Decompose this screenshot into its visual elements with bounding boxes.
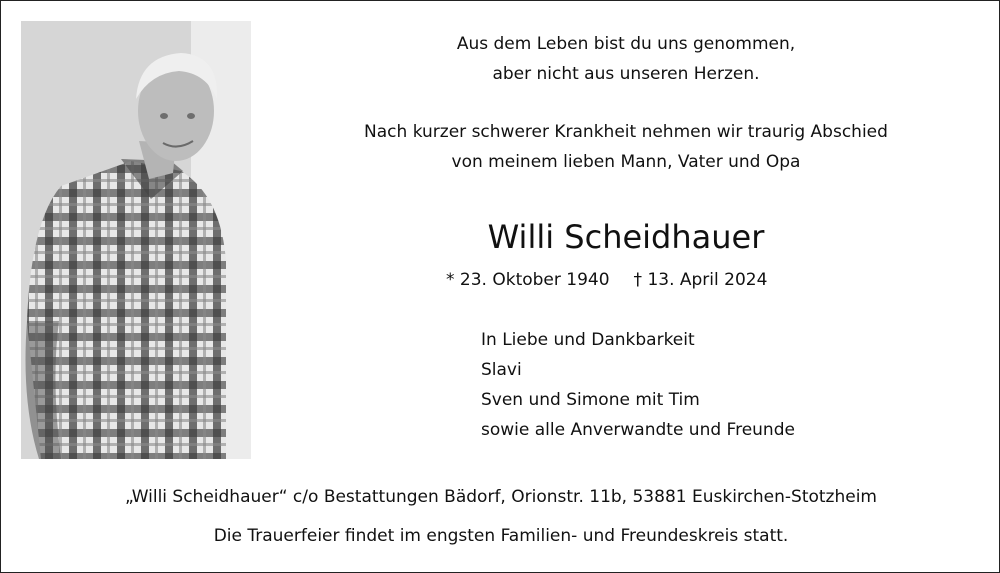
intro-line-2: von meinem lieben Mann, Vater und Opa — [451, 152, 801, 172]
mourners-line: sowie alle Anverwandte und Freunde — [481, 420, 795, 440]
birth-date: * 23. Oktober 1940 — [446, 270, 610, 290]
verse — [251, 29, 1000, 89]
funeral-service-note: Die Trauerfeier findet im engsten Familien- und Freundeskreis statt. — [213, 526, 789, 546]
mourners-line: Sven und Simone mit Tim — [481, 390, 700, 410]
intro-line-1: Nach kurzer schwerer Krankheit nehmen wir traurig Abschied — [364, 122, 888, 142]
verse-line-1: Aus dem Leben bist du uns genommen, — [456, 34, 796, 54]
deceased-name: Willi Scheidhauer — [487, 218, 765, 256]
life-dates — [446, 267, 767, 293]
contact-address: „Willi Scheidhauer“ c/o Bestattungen Bädorf, Orionstr. 11b, 53881 Euskirchen-Stotzheim — [124, 487, 877, 507]
portrait-photo — [21, 21, 251, 459]
intro-text — [251, 117, 1000, 177]
death-date: † 13. April 2024 — [633, 270, 768, 290]
mourners-list — [481, 325, 795, 445]
verse-line-2: aber nicht aus unseren Herzen. — [492, 64, 760, 84]
mourners-line: In Liebe und Dankbarkeit — [481, 330, 695, 350]
mourners-line: Slavi — [481, 360, 522, 380]
